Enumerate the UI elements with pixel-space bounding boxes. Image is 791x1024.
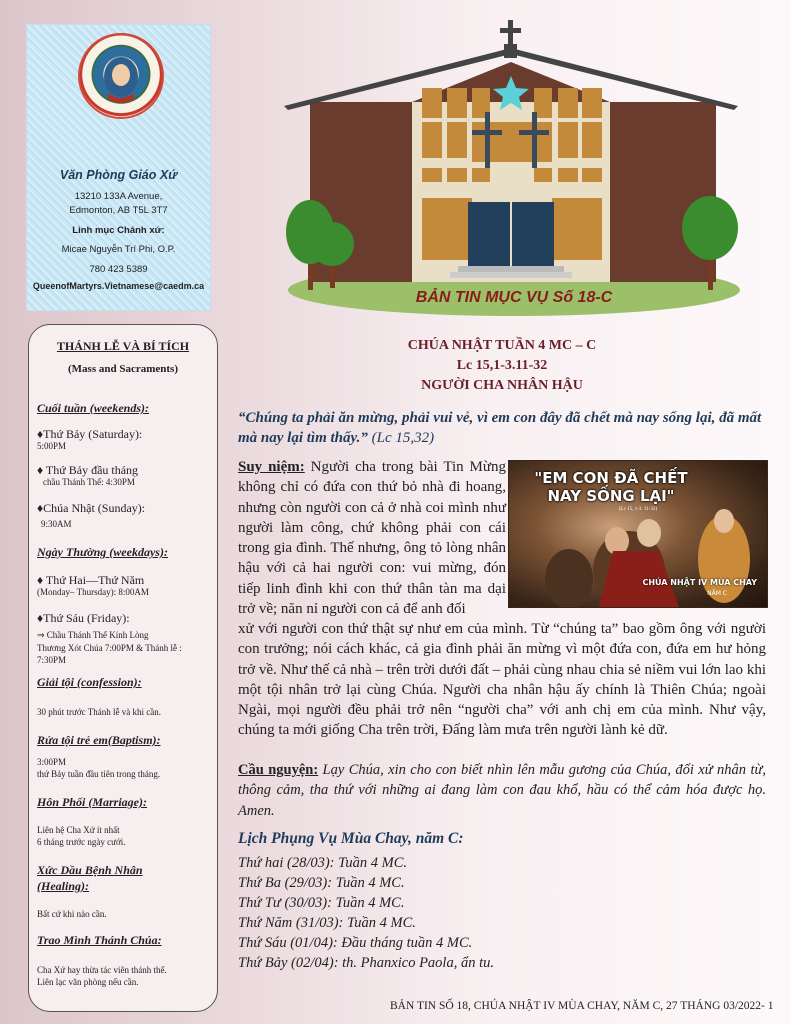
- church-illustration: [282, 18, 742, 318]
- painting-title: "EM CON ĐÃ CHẾT NAY SỐNG LẠI": [534, 469, 688, 505]
- healing-text: Bất cứ khi nào cần.: [37, 909, 107, 919]
- painting-reference: (Lc 15, 1-3. 11-32): [619, 507, 657, 512]
- calendar-row: Thứ hai (28/03): Tuần 4 MC.: [238, 855, 408, 871]
- prayer-label: Cầu nguyện:: [238, 762, 319, 778]
- mass-sacraments-sidebar: [28, 324, 218, 1012]
- friday-note1: ⇒ Chầu Thánh Thể Kính Lòng: [37, 630, 149, 640]
- parish-office-card: [27, 25, 210, 310]
- calendar-title: Lịch Phụng Vụ Mùa Chay, năm C:: [238, 830, 464, 847]
- painting-caption: CHÚA NHẬT IV MÙA CHAY: [642, 578, 757, 587]
- office-title: Văn Phòng Giáo Xứ: [59, 168, 178, 182]
- madonna-image: [78, 33, 164, 119]
- first-saturday: ♦ Thứ Bảy đầu tháng: [37, 463, 139, 477]
- office-phone: 780 423 5389: [89, 264, 148, 275]
- healing-heading2: (Healing):: [37, 879, 89, 893]
- friday-note3: 7:30PM: [37, 655, 67, 665]
- calendar-row: Thứ Năm (31/03): Tuần 4 MC.: [238, 915, 416, 931]
- mon-thu-time: (Monday– Thursday): 8:00AM: [37, 587, 149, 597]
- communion-heading: Trao Mình Thánh Chúa:: [37, 933, 162, 947]
- scripture-quote: [238, 408, 766, 448]
- parish-seal: [78, 33, 164, 119]
- saturday-time: 5:00PM: [37, 441, 67, 451]
- office-address-line2: Edmonton, AB T5L 3T7: [69, 205, 168, 216]
- sunday-title: CHÚA NHẬT TUẦN 4 MC – C: [407, 338, 597, 353]
- calendar-row: Thứ Bảy (02/04): th. Phanxico Paola, ẩn tu.: [238, 955, 494, 971]
- prayer-text: Lạy Chúa, xin cho con biết nhìn lên mẫu gương của Chúa, đối xử nhân từ, thông cảm, tha thứ với những ai đang làm con đau khổ, hầu có thể cảm hóa được họ. Amen.: [238, 762, 767, 819]
- tree-right-icon: [682, 196, 738, 260]
- baptism-text: thứ Bảy tuần đầu tiên trong tháng.: [37, 769, 161, 779]
- office-email[interactable]: QueenofMartyrs.Vietnamese@caedm.ca: [32, 281, 205, 291]
- sidebar-title: THÁNH LỄ VÀ BÍ TÍCH: [56, 339, 190, 353]
- page-footer: BẢN TIN SỐ 18, CHÚA NHẬT IV MÙA CHAY, NĂM C, 27 THÁNG 03/2022- 1: [390, 1000, 774, 1012]
- weekdays-heading: Ngày Thường (weekdays):: [37, 545, 168, 559]
- reflection-part2: xử với người con thứ thật sự như em của mình. Từ “chúng ta” bao gồm ông với người con trưởng; nói cách khác, cả gia đình phải ăn mừng vì một đứa con, đứa em hư hỏng trở về. Như thế cả nhà – trên trời dưới đất – phải cùng nhau chia sẻ niềm vui lớn lao khi một tội nhân trở lại cùng Chúa. Người cha nhân hậu ấy chính là Thiên Chúa; ngoài Ngài, mọi người đều phải trở nên “người cha” với anh chị em của mình. Như vậy, chúng ta mới giống Cha trên trời, Đấng làm mưa trên người lành kẻ dữ.: [238, 621, 766, 739]
- sunday-time: 9:30AM: [41, 519, 72, 529]
- healing-heading1: Xức Dầu Bệnh Nhân: [37, 863, 143, 877]
- mon-thu-mass: ♦ Thứ Hai—Thứ Năm: [37, 573, 145, 587]
- communion-text1: Cha Xứ hay thừa tác viên thánh thể.: [37, 965, 167, 975]
- confession-text: 30 phút trước Thánh lễ và khi cần.: [37, 707, 161, 717]
- quote-text: “Chúng ta phải ăn mừng, phải vui vẻ, vì em con đây đã chết mà nay sống lại, đã mất mà nay lại tìm thấy.”: [238, 410, 762, 446]
- reflection-part1: [238, 457, 506, 619]
- baptism-time: 3:00PM: [37, 757, 67, 767]
- calendar-row: Thứ Ba (29/03): Tuần 4 MC.: [238, 875, 405, 891]
- baptism-heading: Rửa tội trẻ em(Baptism):: [37, 733, 161, 747]
- first-saturday-note: chầu Thánh Thể: 4:30PM: [43, 477, 135, 487]
- pastor-label: Linh mục Chánh xứ:: [72, 225, 165, 236]
- marriage-heading: Hôn Phối (Marriage):: [37, 795, 148, 809]
- marriage-text2: 6 tháng trước ngày cưới.: [37, 837, 126, 847]
- gospel-reference: Lc 15,1-3.11-32: [456, 358, 548, 373]
- pastor-name: Micae Nguyễn Trí Phi, O.P.: [61, 244, 176, 255]
- bulletin-banner: BẢN TIN MỤC VỤ Số 18-C: [415, 289, 613, 306]
- sidebar-subtitle: (Mass and Sacraments): [68, 363, 178, 375]
- sunday-mass: ♦Chúa Nhật (Sunday):: [37, 501, 146, 515]
- reflection-label: Suy niệm:: [238, 459, 305, 475]
- saturday-mass: ♦Thứ Bảy (Saturday):: [37, 427, 143, 441]
- confession-heading: Giải tội (confession):: [37, 675, 142, 689]
- calendar-row: Thứ Sáu (01/04): Đầu tháng tuần 4 MC.: [238, 935, 473, 951]
- prayer: [238, 760, 766, 821]
- reflection-text1: Người cha trong bài Tin Mừng không chỉ có đứa con thứ bỏ nhà đi hoang, nhưng còn người con cả ở nhà coi mình như người làm công, chứ không phải con cái trong gia đình. Thế nhưng, ông tỏ lòng nhân hậu với cả hai người con: vui mừng, đón tiếp linh đình khi con thứ thân tàn ma dại trở về; năn nỉ người con cả để anh đối: [238, 459, 506, 618]
- office-address-line1: 13210 133A Avenue,: [74, 191, 163, 202]
- friday-note2: Thương Xót Chúa 7:00PM & Thánh lễ :: [37, 643, 182, 653]
- friday-mass: ♦Thứ Sáu (Friday):: [37, 611, 130, 625]
- painting-year: NĂM C: [707, 590, 727, 597]
- calendar-row: Thứ Tư (30/03): Tuần 4 MC.: [238, 895, 405, 911]
- quote-reference: (Lc 15,32): [367, 430, 435, 446]
- gospel-theme: NGƯỜI CHA NHÂN HẬU: [421, 378, 583, 393]
- marriage-text1: Liên hệ Cha Xứ ít nhất: [37, 825, 120, 835]
- communion-text2: Liên lạc văn phòng nếu cần.: [37, 977, 139, 987]
- prodigal-son-painting: [508, 460, 768, 608]
- weekends-heading: Cuối tuần (weekends):: [37, 401, 150, 415]
